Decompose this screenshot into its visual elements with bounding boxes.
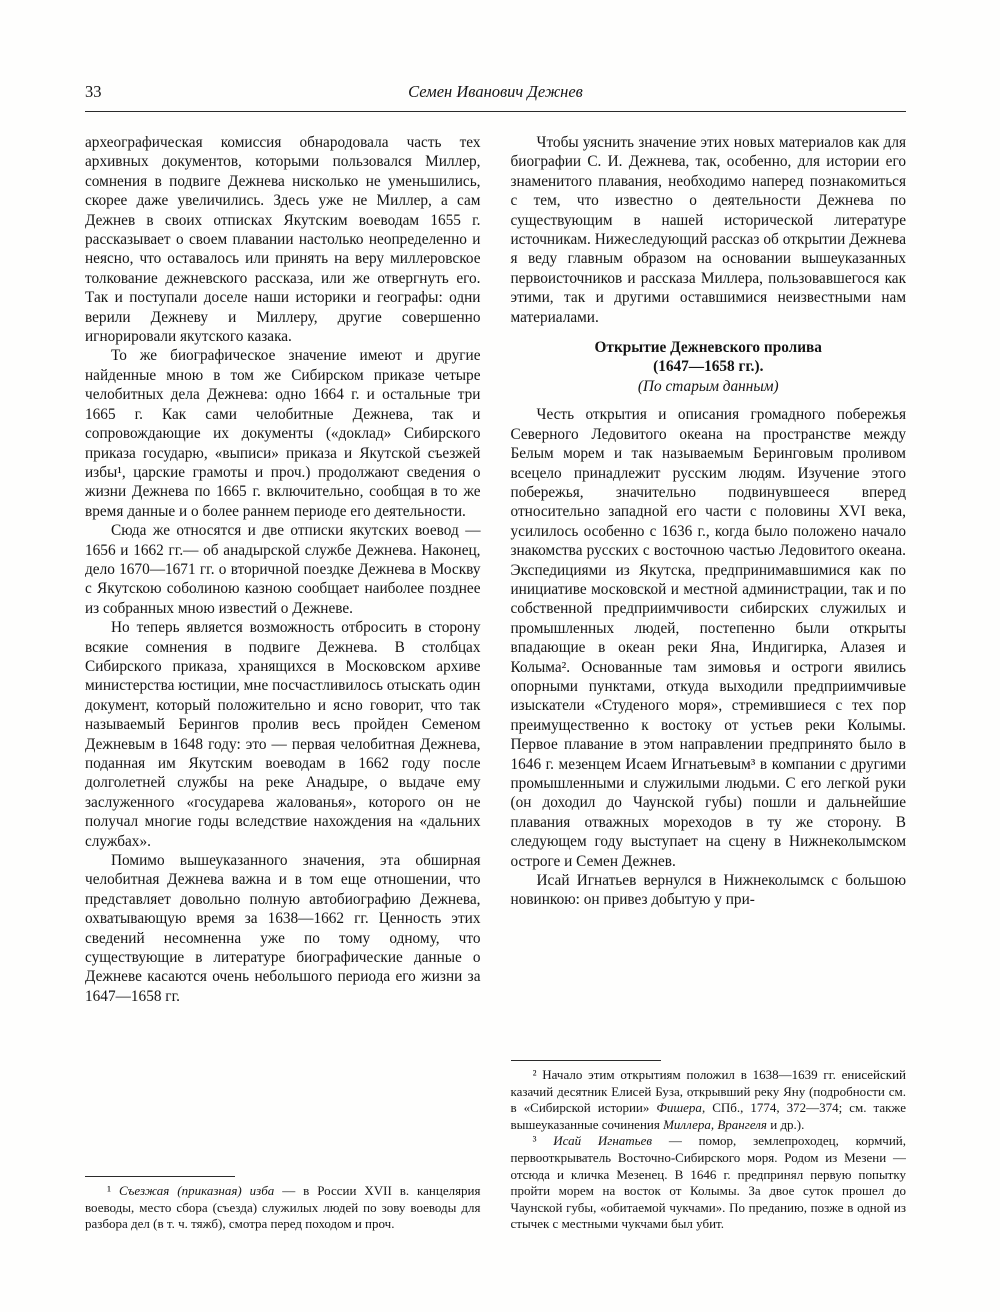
- footnote-rule: [85, 1176, 235, 1177]
- footnote-rule: [511, 1060, 661, 1061]
- text-columns: [85, 133, 906, 1233]
- paragraph: Чтобы уяснить значение этих новых материалов как для биографии С. И. Дежнева, так, особенно, для истории его знаменитого плавания, необходимо наперед познакомиться с тем, что известно о деятельности Дежнева по существующим в нашей исторической литературе источникам. Нижеследующий рассказ об открытии Дежнева я веду главным образом на основании вышеуказанных первоисточников и рассказа Миллера, пользовавшегося как этими, так и другими оставшимися неизвестными нам материалами.: [510, 134, 906, 326]
- section-title: Открытие Дежневского пролива: [594, 339, 822, 357]
- paragraph: Исай Игнатьев вернулся в Нижнеколымск с большою новинкою: он привез добытую у при-: [510, 872, 906, 909]
- footnote-3: [511, 1133, 907, 1233]
- footnote-text-run: ¹: [107, 1183, 119, 1199]
- paragraph: То же биографическое значение имеют и другие найденные мною в том же Сибирском приказе четыре челобитных дела Дежнева: одно 1664 г. и остальные три 1665 г. Как сами челобитные Дежнева, так и сопровождающие их документы («доклад» Сибирского приказа государю, «выписи» приказа и Якутской съезжей избы¹, царские грамоты и проч.) продолжают сведения о жизни Дежнева по 1665 г. включительно, сообщая в то же время данные и о более раннем периоде его деятельности.: [85, 347, 481, 520]
- page-header: [85, 82, 906, 106]
- footnote-text-run: ³: [532, 1133, 554, 1149]
- footnote-text-run-italic: Фишера: [656, 1100, 702, 1116]
- paragraph: Помимо вышеуказанного значения, эта обширная челобитная Дежнева важна и в том еще отношении, что представляет довольно полную автобиографию Дежнева, охватывающую время за 1638—1662 гг. Ценность этих сведений несомненна уже по тому одному, что существующие в литературе биографические данные о Дежневе касаются очень небольшого периода его жизни за 1647—1658 гг.: [85, 852, 481, 1005]
- right-column: [511, 133, 907, 1233]
- header-rule: [85, 111, 906, 112]
- footnote-block-right: [511, 1052, 907, 1233]
- footnote-text-run: и др.).: [766, 1116, 805, 1132]
- footnote-text-run: — в России XVII в. канцелярия воеводы, место сбора (съезда) служилых людей по зову воеводы для разбора дел (в т. ч. тяжб), смотра перед походом и проч.: [85, 1183, 481, 1232]
- footnote-2: [511, 1067, 907, 1133]
- paragraph: Сюда же относятся и две отписки якутских воевод — 1656 и 1662 гг.— об анадырской службе Дежнева. Наконец, дело 1670—1671 гг. о вторичной поездке Дежнева в Москву с Якутскою соболиною казною сообщает наиболее позднее из собранных мною известий о Дежневе.: [85, 522, 481, 617]
- section-note: (По старым данным): [637, 377, 779, 395]
- footnote-block-left: [85, 1168, 481, 1233]
- section-heading: [511, 338, 907, 396]
- paragraph: Честь открытия и описания громадного побережья Северного Ледовитого океана на пространстве между Белым морем и так называемым Беринговым проливом всецело принадлежит русским людям. Изучение этого побережья, значительно подвинувшееся вперед относительно западной его части с половины XVI века, усилилось особенно с 1636 г., когда было положено начало знакомства русских с восточною частью Ледовитого океана. Экспедициями из Якутска, предпринимавшимися как по инициативе московской и местной администрации, так и по собственной предприимчивости сибирских служилых и промышленных людей, постепенно были открыты впадающие в океан реки Яна, Индигирка, Алазея и Колыма². Основанные там зимовья и остроги явились опорными пунктами, откуда выходили предприимчивые изыскатели «Студеного моря», стремившиеся с тех пор преимущественно к востоку от устьев реки Колымы. Первое плавание в этом направлении предпринято было в 1646 г. мезенцем Исаем Игнатьевым³ в компании с другими промышленными и служилыми людьми. С его легкой руки (он доходил до Чаунской губы) пошли и дальнейшие плавания отважных мореходов в ту же сторону. В следующем году выступает на сцену в Нижнеколымском остроге и Семен Дежнев.: [510, 406, 906, 870]
- page-number: 33: [85, 82, 102, 101]
- running-title: Семен Иванович Дежнев: [408, 82, 583, 101]
- paragraph: Но теперь является возможность отбросить в сторону всякие сомнения в подвиге Дежнева. В столбцах Сибирского приказа, хранящихся в Московском архиве министерства юстиции, мне посчастливилось отыскать один документ, который положительно и ясно говорит, что так называемый Берингов пролив весь пройден Семеном Дежневым в 1648 году: это — первая челобитная Дежнева, поданная им Якутским воеводам в 1662 году после долголетней службы на реке Анадыре, о выдаче ему заслуженного «государева жалованья», которого он не получал многие годы вследствие нахождения на «дальних службах».: [85, 619, 481, 850]
- footnote-1: [85, 1183, 481, 1233]
- left-column: [85, 133, 481, 1233]
- footnote-text-run-italic: Съезжая (приказная) изба: [118, 1183, 275, 1199]
- section-subtitle: (1647—1658 гг.).: [653, 358, 764, 376]
- footnote-text-run-italic: Миллера, Врангеля: [663, 1116, 767, 1132]
- footnote-text-run: ² Начало этим открытиям положил в 1638—1639 гг. енисейский казачий десятник Елисей Буза, открывший реку Яну (подробности см. в «Сибирской истории»: [510, 1067, 906, 1116]
- footnote-text-run: — помор, землепроходец, кормчий, первооткрыватель Восточно-Сибирского моря. Родом из Мезени — отсюда и кличка Мезенец. В 1646 г. предпринял первую попытку пройти морем на восток от Колымы. За двое суток прошел до Чаунской губы, «обитаемой чукчами». По преданию, позже в одной из стычек с местными чукчами был убит.: [510, 1133, 906, 1232]
- footnote-text-run: , СПб., 1774, 372—374; см. также вышеуказанные сочинения: [510, 1100, 906, 1132]
- paragraph: археографическая комиссия обнародовала часть тех архивных документов, которыми пользовался Миллер, сомнения в подвиге Дежнева нисколько не уменьшились, скорее даже увеличились. Здесь уже не Миллер, а сам Дежнев в своих отписках Якутским воеводам 1655 г. рассказывает о своем плавании настолько неопределенно и неясно, что оставалось или принять на веру миллеровское толкование дежневского рассказа, или же отвергнуть его. Так и поступали доселе наши историки и географы: одни верили Дежневу и Миллеру, другие совершенно игнорировали якутского казака.: [85, 134, 481, 346]
- footnote-text-run-italic: Исай Игнатьев: [553, 1133, 653, 1149]
